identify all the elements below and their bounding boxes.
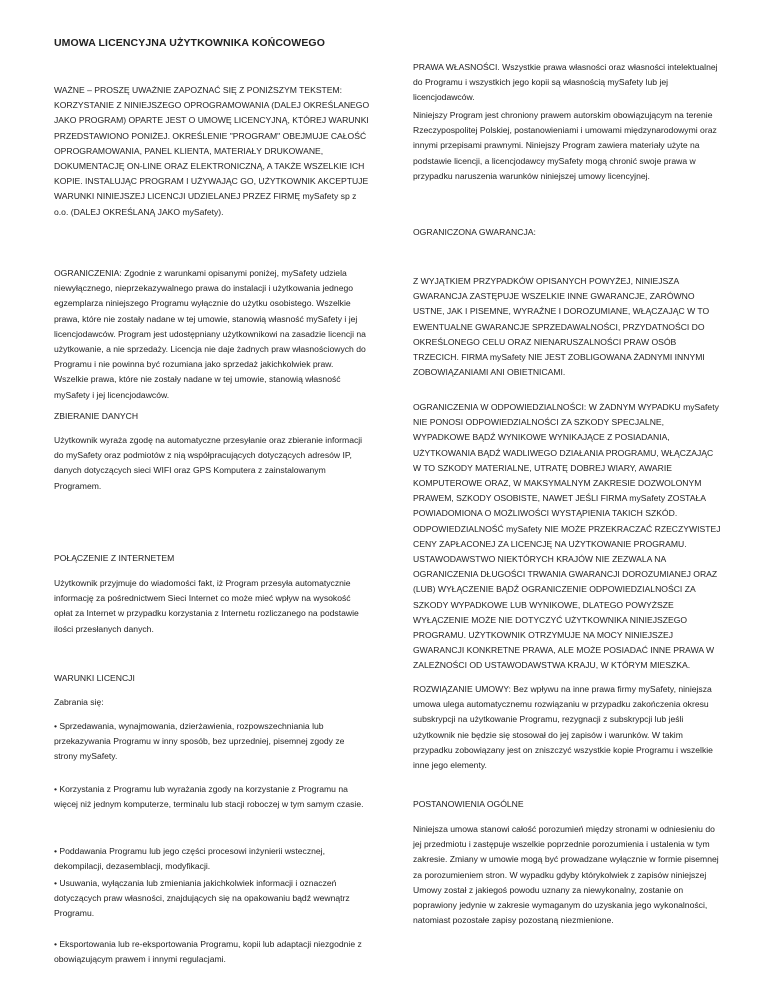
prohibited-label: Zabrania się: [54, 697, 104, 707]
liability-paragraph: OGRANICZENIA W ODPOWIEDZIALNOŚCI: W ŻADNYM WYPADKU mySafety NIE PONOSI ODPOWIEDZIALNOŚCI ZA SZKODY SPECJALNE, WYPADKOWE BĄDŹ WYNIKOWE WYNIKAJĄCE Z POSIADANIA, UŻYTKOWANIA BĄDŹ WADLIWEGO DZIAŁANIA PROGRAMU, WŁĄCZAJĄC W TO SZKODY MATERIALNE, UTRATĘ DOBREJ WIARY, AWARIE KOMPUTEROWE ORAZ, W MAKSYMALNYM ZAKRESIE DOZWOLONYM PRAWEM, SZKODY OSOBISTE, NAWET JEŚLI FIRMA mySafety ZOSTAŁA POWIADOMIONA O MOŻLIWOŚCI WYSTĄPIENIA TAKICH SZKÓD. ODPOWIEDZIALNOŚĆ mySafety NIE MOŻE PRZEKRACZAĆ RZECZYWISTEJ CENY ZAPŁACONEJ ZA LICENCJĘ NA UŻYTKOWANIE PROGRAMU. USTAWODAWSTWO NIEKTÓRYCH KRAJÓW NIE ZEZWALA NA OGRANICZENIA DŁUGOŚCI TRWANIA GWARANCJI DOROZUMIANEJ ORAZ (LUB) WYŁĄCZENIE BĄDŹ OGRANICZENIE ODPOWIEDZIALNOŚCI ZA SZKODY WYPADKOWE LUB WYNIKOWE, DLATEGO POWYŻSZE WYŁĄCZENIE MOŻE NIE DOTYCZYĆ UŻYTKOWNIKA NINIEJSZEGO PROGRAMU. UŻYTKOWNIK OTRZYMUJE NA MOCY NINIEJSZEJ GWARANCJI KONKRETNE PRAWA, ALE MOŻE POSIADAĆ INNE PRAWA W ZALEŻNOŚCI OD USTAWODAWSTWA KRAJU, W KTÓRYM MIESZKA. [413, 402, 721, 671]
termination-paragraph: ROZWIĄZANIE UMOWY: Bez wpływu na inne prawa firmy mySafety, niniejsza umowa ulega automatycznemu rozwiązaniu w przypadku zakończenia okresu subskrypcji na użytkowanie Programu, rezygnacji z subskrypcji lub jeśli użytkownik nie będzie się stosował do jej zapisów i warunków. W takim przypadku zobowiązany jest on zniszczyć wszystkie kopie Programu i wszelkie inne jego elementy. [413, 684, 713, 771]
list-item: • Poddawania Programu lub jego części procesowi inżynierii wstecznej, dekompilacji, dezasemblacji, modyfikacji. [54, 846, 325, 872]
ownership-paragraph: PRAWA WŁASNOŚCI. Wszystkie prawa własności oraz własności intelektualnej do Programu i wszystkich jego kopii są własnością mySafety lub jej licencjodawców. [413, 62, 718, 103]
data-collection-heading: ZBIERANIE DANYCH [54, 411, 139, 421]
list-item: • Sprzedawania, wynajmowania, dzierżawienia, rozpowszechniania lub przekazywania Programu w inny sposób, bez uprzedniej, pisemnej zgody ze strony mySafety. [54, 721, 345, 762]
warranty-heading: OGRANICZONA GWARANCJA: [413, 227, 536, 237]
data-collection-paragraph: Użytkownik wyraża zgodę na automatyczne przesyłanie oraz zbieranie informacji do mySafety oraz podmiotów z nią współpracujących dotyczących adresów IP, danych dotyczących sieci WIFI oraz GPS Komputera z zainstalowanym Programem. [54, 435, 363, 491]
general-provisions-heading: POSTANOWIENIA OGÓLNE [413, 799, 524, 809]
intro-paragraph: WAŻNE – PROSZĘ UWAŻNIE ZAPOZNAĆ SIĘ Z PONIŻSZYM TEKSTEM: KORZYSTANIE Z NINIEJSZEGO OPROGRAMOWANIA (DALEJ OKREŚLANEGO JAKO PROGRAM) OPARTE JEST O UMOWĘ LICENCYJNĄ, KTÓREJ WARUNKI PRZEDSTAWIONO PONIŻEJ. OKREŚLENIE "PROGRAM" OBEJMUJE CAŁOŚĆ OPROGRAMOWANIA, PANEL KLIENTA, MATERIAŁY DRUKOWANE, DOKUMENTACJĘ ON-LINE ORAZ ELEKTRONICZNĄ, A TAKŻE WSZELKIE ICH KOPIE. INSTALUJĄC PROGRAM I UŻYWAJĄC GO, UŻYTKOWNIK AKCEPTUJE WARUNKI NINIEJSZEJ LICENCJI UDZIELANEJ PRZEZ FIRMĘ mySafety sp z o.o. (DALEJ OKREŚLANĄ JAKO mySafety). [54, 85, 370, 217]
list-item: • Korzystania z Programu lub wyrażania zgody na korzystanie z Programu na więcej niż jednym komputerze, terminalu lub stacji roboczej w tym samym czasie. [54, 784, 364, 810]
copyright-paragraph: Niniejszy Program jest chroniony prawem autorskim obowiązującym na terenie Rzeczypospolitej Polskiej, postanowieniami i umowami międzynarodowymi oraz innymi przepisami prawnymi. Niniejszy Program zawiera materiały użyte na podstawie licencji, a licencjodawcy mySafety mogą chronić swoje prawa w przypadku naruszenia warunków niniejszej umowy licencyjnej. [413, 110, 717, 181]
document-title: UMOWA LICENCYJNA UŻYTKOWNIKA KOŃCOWEGO [54, 37, 325, 49]
list-item: • Eksportowania lub re-eksportowania Programu, kopii lub adaptacji niezgodnie z obowiązującym prawem i innymi regulacjami. [54, 939, 362, 965]
license-terms-heading: WARUNKI LICENCJI [54, 673, 135, 683]
general-provisions-paragraph: Niniejsza umowa stanowi całość porozumień między stronami w odniesieniu do jej przedmiotu i zastępuje wszelkie poprzednie porozumienia i ustalenia w tym zakresie. Zmiany w umowie mogą być prowadzane wyłącznie w formie pisemnej za porozumieniem stron. W wypadku gdyby którykolwiek z zapisów niniejszej Umowy został z jakiegoś powodu uznany za niewykonalny, zostanie on poprawiony jedynie w zakresie wymaganym do uzyskania jego wykonalności, natomiast pozostałe zapisy pozostaną niezmienione. [413, 824, 719, 926]
restrictions-paragraph: OGRANICZENIA: Zgodnie z warunkami opisanymi poniżej, mySafety udziela niewyłącznego, nieprzekazywalnego prawa do instalacji i użytkowania jednego egzemplarza niniejszego Programu wyłącznie do użytku osobistego. Wszelkie prawa, które nie zostały nadane w tej umowie, stanowią własność mySafety i jej licencjodawców. Program jest udostępniany użytkownikowi na zasadzie licencji na użytkowanie, a nie sprzedaży. Licencja nie daje żadnych praw własnościowych do Programu i nie powinna być rozumiana jako sprzedaż jakichkolwiek praw. Wszelkie prawa, które nie zostały nadane w tej umowie, stanowią własność mySafety i jej licencjodawców. [54, 268, 366, 400]
internet-connection-heading: POŁĄCZENIE Z INTERNETEM [54, 553, 175, 563]
warranty-paragraph: Z WYJĄTKIEM PRZYPADKÓW OPISANYCH POWYŻEJ, NINIEJSZA GWARANCJA ZASTĘPUJE WSZELKIE INNE GWARANCJE, ZARÓWNO USTNE, JAK I PISEMNE, WYRAŹNE I DOROZUMIANE, WŁĄCZAJĄC W TO EWENTUALNE GWARANCJE SPRZEDAWALNOŚCI, PRZYDATNOŚCI DO OKREŚLONEGO CELU ORAZ NIENARUSZALNOŚCI PRAW OSÓB TRZECICH. FIRMA mySafety NIE JEST ZOBLIGOWANA ŻADNYMI INNYMI ZOBOWIĄZANIAMI ANI OBIETNICAMI. [413, 276, 710, 378]
list-item: • Usuwania, wyłączania lub zmieniania jakichkolwiek informacji i oznaczeń dotyczących praw własności, znajdujących się na opakowaniu bądź wewnątrz Programu. [54, 878, 350, 919]
internet-connection-paragraph: Użytkownik przyjmuje do wiadomości fakt, iż Program przesyła automatycznie informację za pośrednictwem Sieci Internet co może mieć wpływ na wysokość opłat za Internet w przypadku korzystania z Internetu rozliczanego na podstawie ilości przesłanych danych. [54, 578, 359, 634]
